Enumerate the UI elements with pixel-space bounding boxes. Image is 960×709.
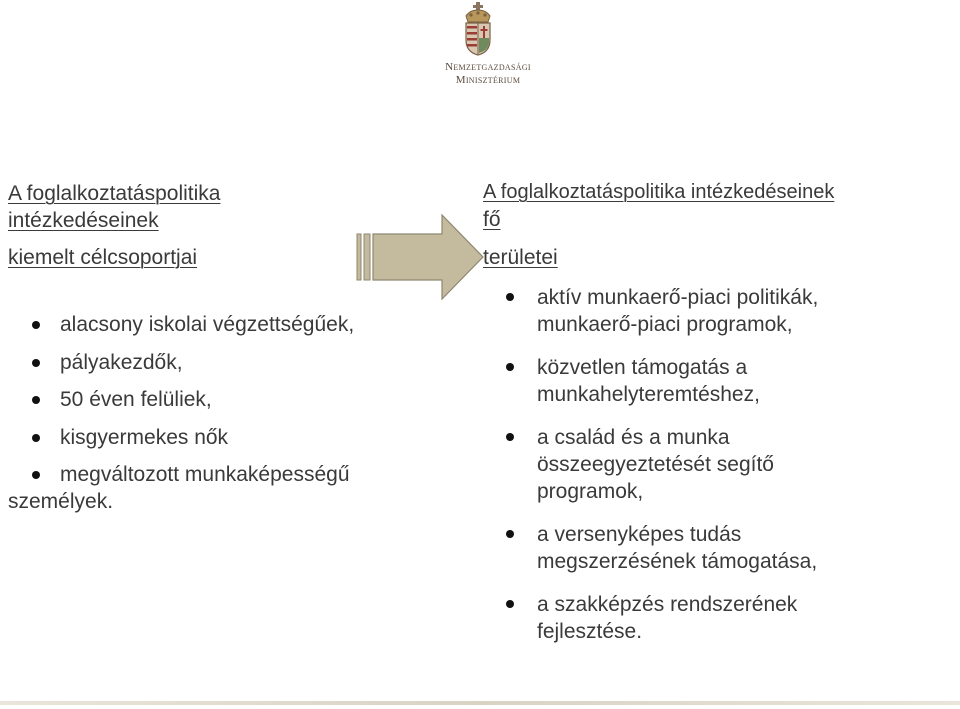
policy-areas-title-line-1: A foglalkoztatáspolitika intézkedéseinek [483,181,835,203]
list-item [8,424,438,462]
list-item [483,521,960,575]
list-item [8,461,438,488]
bullet-text: kisgyermekes nők [60,425,229,449]
target-groups-list [8,311,438,488]
right-arrow-icon [356,214,484,300]
list-item [483,424,960,505]
bullet-text-line: megszerzésének támogatása, [537,550,818,573]
list-item [483,284,960,338]
ministry-name [424,61,552,87]
bullet-text: pályakezdők, [60,350,183,374]
target-groups-title-line-2: intézkedéseinek [8,209,159,232]
target-groups-tail: személyek. [8,490,114,513]
policy-areas-title-line-2: fő [483,208,501,231]
bullet-text-line: aktív munkaerő-piaci politikák, [537,286,819,309]
bullet-text: megváltozott munkaképességű [60,463,350,486]
bullet-text-line: a család és a munka [537,426,730,449]
list-item [8,386,438,424]
list-item [8,311,438,349]
list-item [483,591,960,645]
bullet-text-line: közvetlen támogatás a [537,356,748,379]
policy-areas-title-line-3: területei [483,246,558,269]
footer-divider [0,701,960,705]
bullet-text-line: fejlesztése. [537,620,643,643]
policy-areas-list [483,284,960,645]
bullet-text-line: a versenyképes tudás [537,523,742,546]
list-item [8,349,438,387]
list-item [483,354,960,408]
ministry-logo [418,0,548,96]
bullet-text: alacsony iskolai végzettségűek, [60,313,355,336]
bullet-text-line: munkahelyteremtéshez, [537,383,760,406]
ministry-name-line-1: Nemzetgazdasági [445,61,531,73]
bullet-text-line: a szakképzés rendszerének [537,593,798,616]
target-groups-title-line-3: kiemelt célcsoportjai [8,246,198,269]
ministry-name-line-2: Minisztérium [455,74,521,86]
bullet-text-line: programok, [537,480,644,503]
policy-areas-panel [483,178,960,661]
bullet-text-line: munkaerő-piaci programok, [537,313,793,336]
bullet-text-line: összeegyeztetését segítő [537,453,774,476]
bullet-text: 50 éven felüliek, [60,388,212,411]
coat-of-arms-icon [462,2,494,56]
target-groups-title-line-1: A foglalkoztatáspolitika [8,182,221,205]
